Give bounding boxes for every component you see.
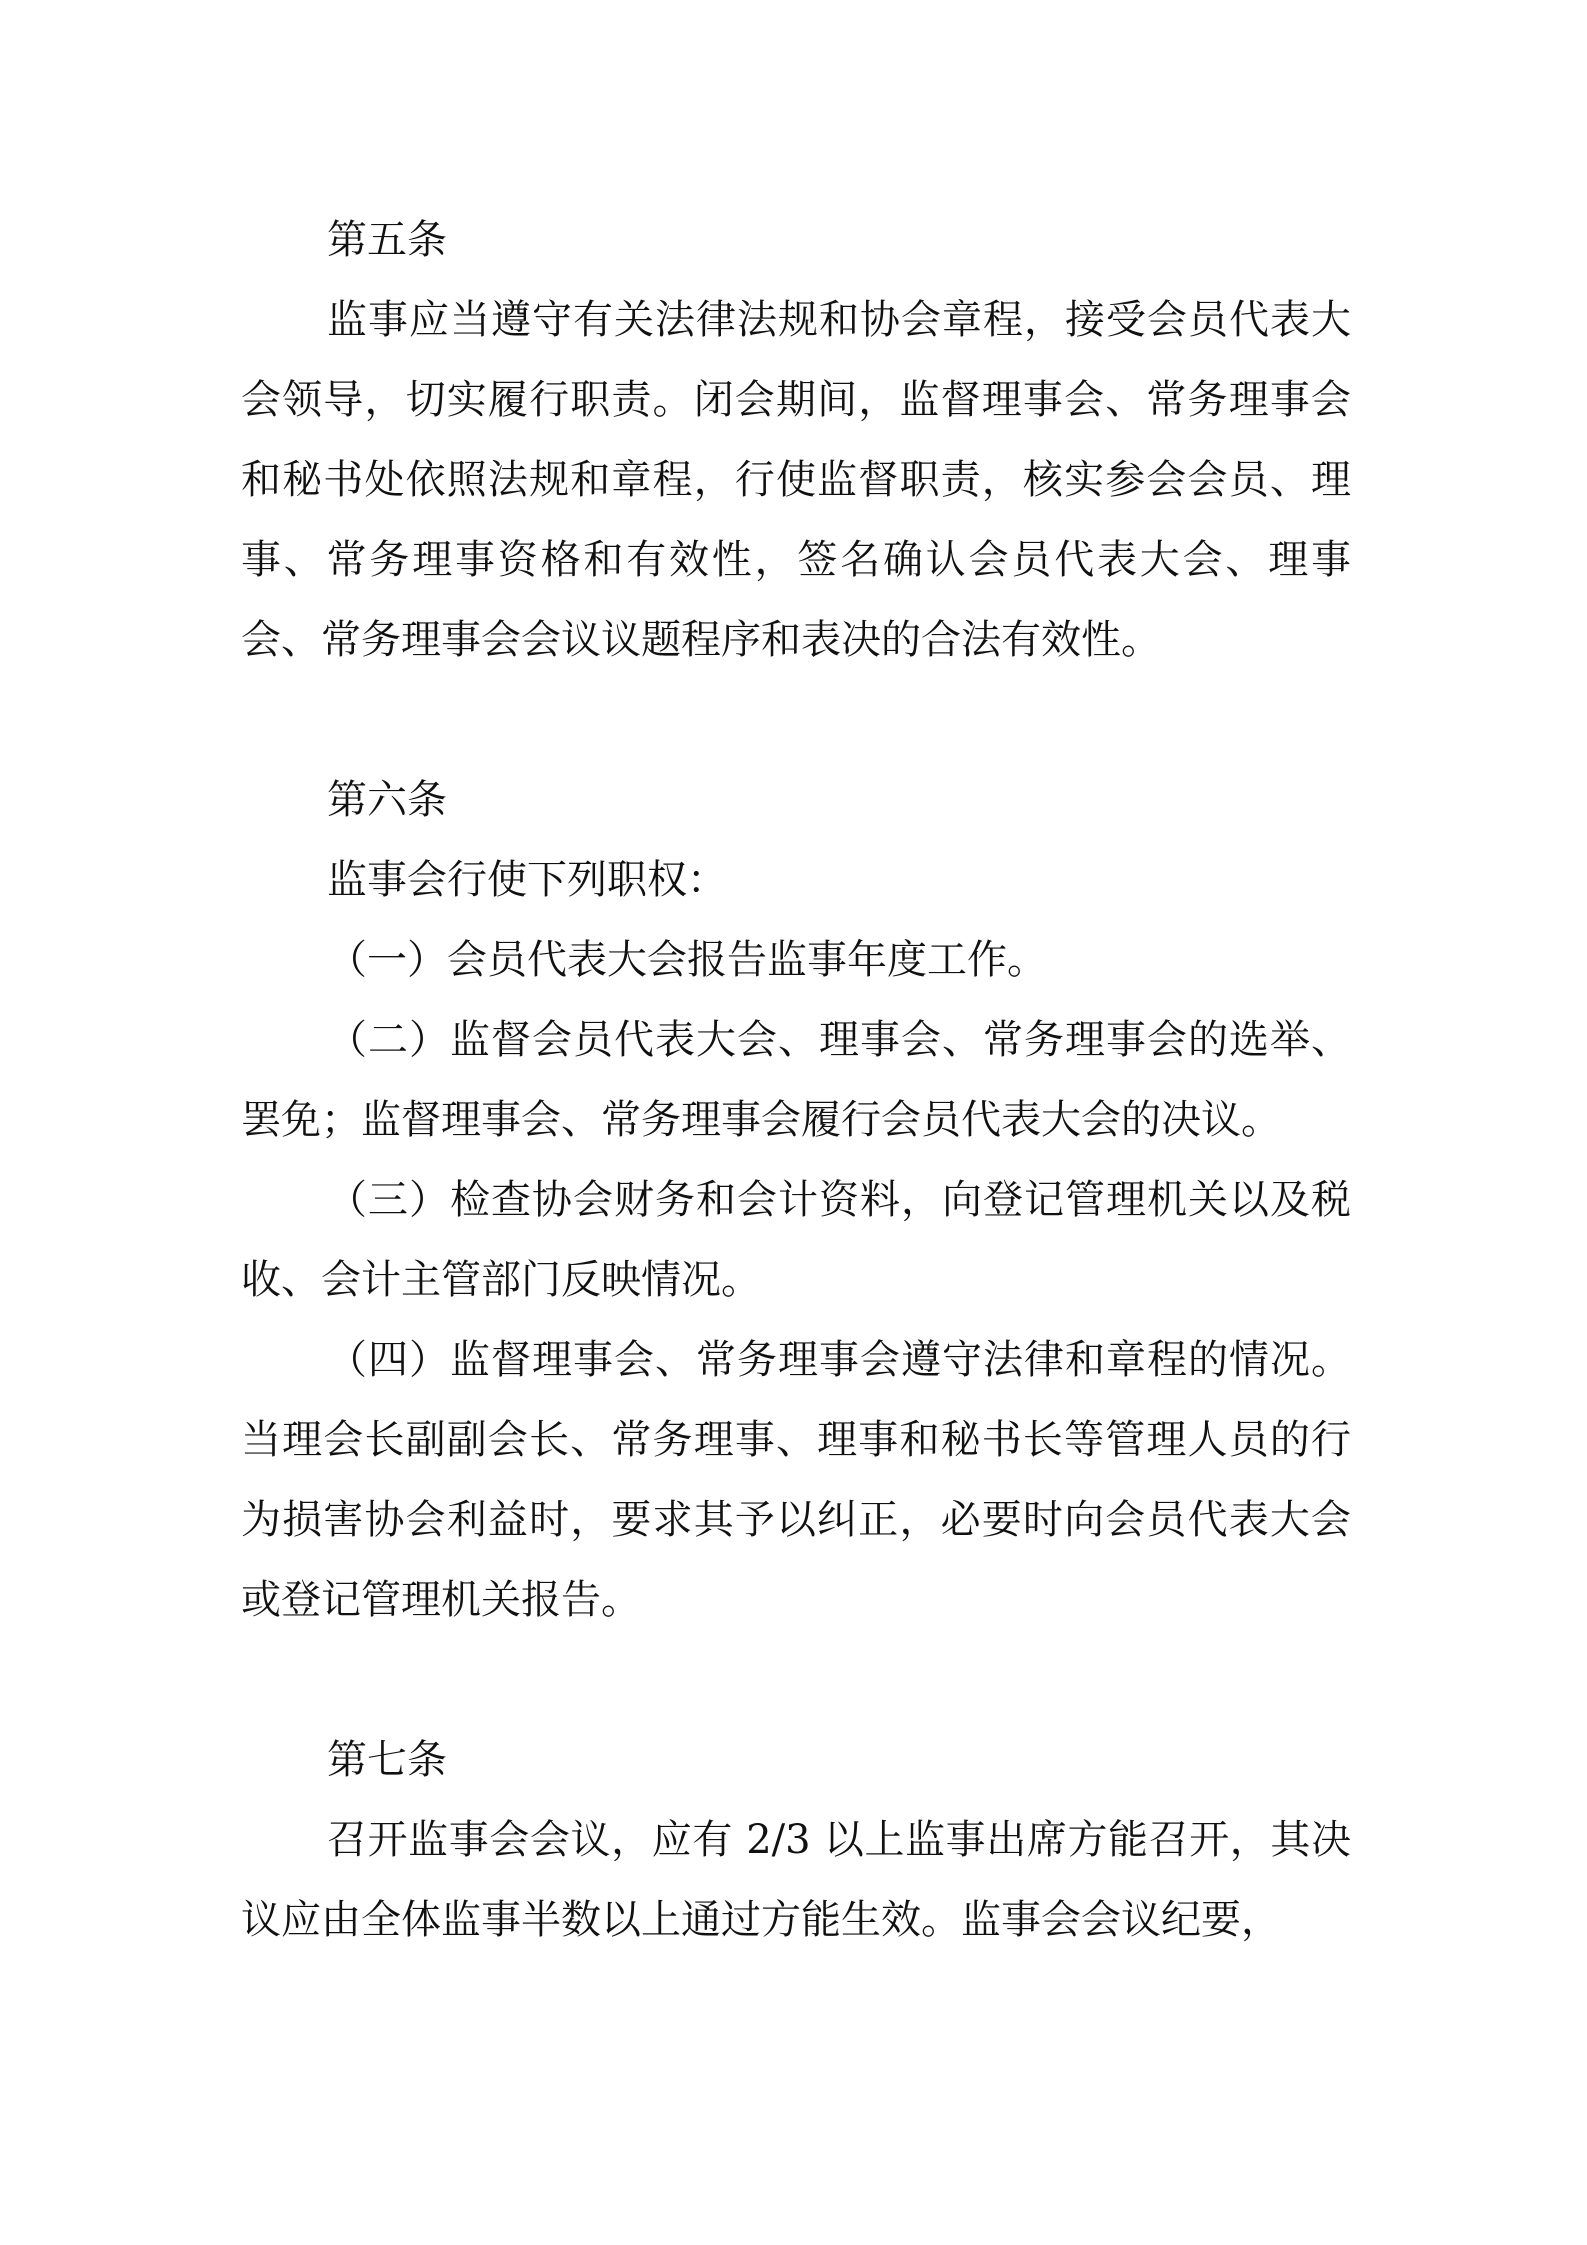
- article-7-paragraph: 召开监事会会议，应有 2/3 以上监事出席方能召开，其决议应由全体监事半数以上通过方能生效。监事会会议纪要，: [241, 1817, 1351, 1943]
- article-7: [241, 1720, 1351, 1960]
- article-6-item-3: （三）检查协会财务和会计资料，向登记管理机关以及税收、会计主管部门反映情况。: [241, 1177, 1351, 1303]
- article-6-intro: 监事会行使下列职权：: [327, 857, 727, 903]
- article-6-item-1: （一）会员代表大会报告监事年度工作。: [327, 937, 1047, 983]
- article-6-title: 第六条: [327, 777, 447, 823]
- article-6-item-2: （二）监督会员代表大会、理事会、常务理事会的选举、罢免；监督理事会、常务理事会履行会员代表大会的决议。: [241, 1017, 1351, 1143]
- article-6: [241, 760, 1351, 1640]
- article-5-paragraph: 监事应当遵守有关法律法规和协会章程，接受会员代表大会领导，切实履行职责。闭会期间，监督理事会、常务理事会和秘书处依照法规和章程，行使监督职责，核实参会会员、理事、常务理事资格和有效性，签名确认会员代表大会、理事会、常务理事会会议议题程序和表决的合法有效性。: [241, 297, 1351, 663]
- document-body: [241, 200, 1351, 1960]
- article-5: [241, 200, 1351, 680]
- article-6-item-4: （四）监督理事会、常务理事会遵守法律和章程的情况。当理会长副副会长、常务理事、理事和秘书长等管理人员的行为损害协会利益时，要求其予以纠正，必要时向会员代表大会或登记管理机关报告。: [241, 1337, 1351, 1623]
- article-5-title: 第五条: [327, 217, 447, 263]
- article-7-title: 第七条: [327, 1737, 447, 1783]
